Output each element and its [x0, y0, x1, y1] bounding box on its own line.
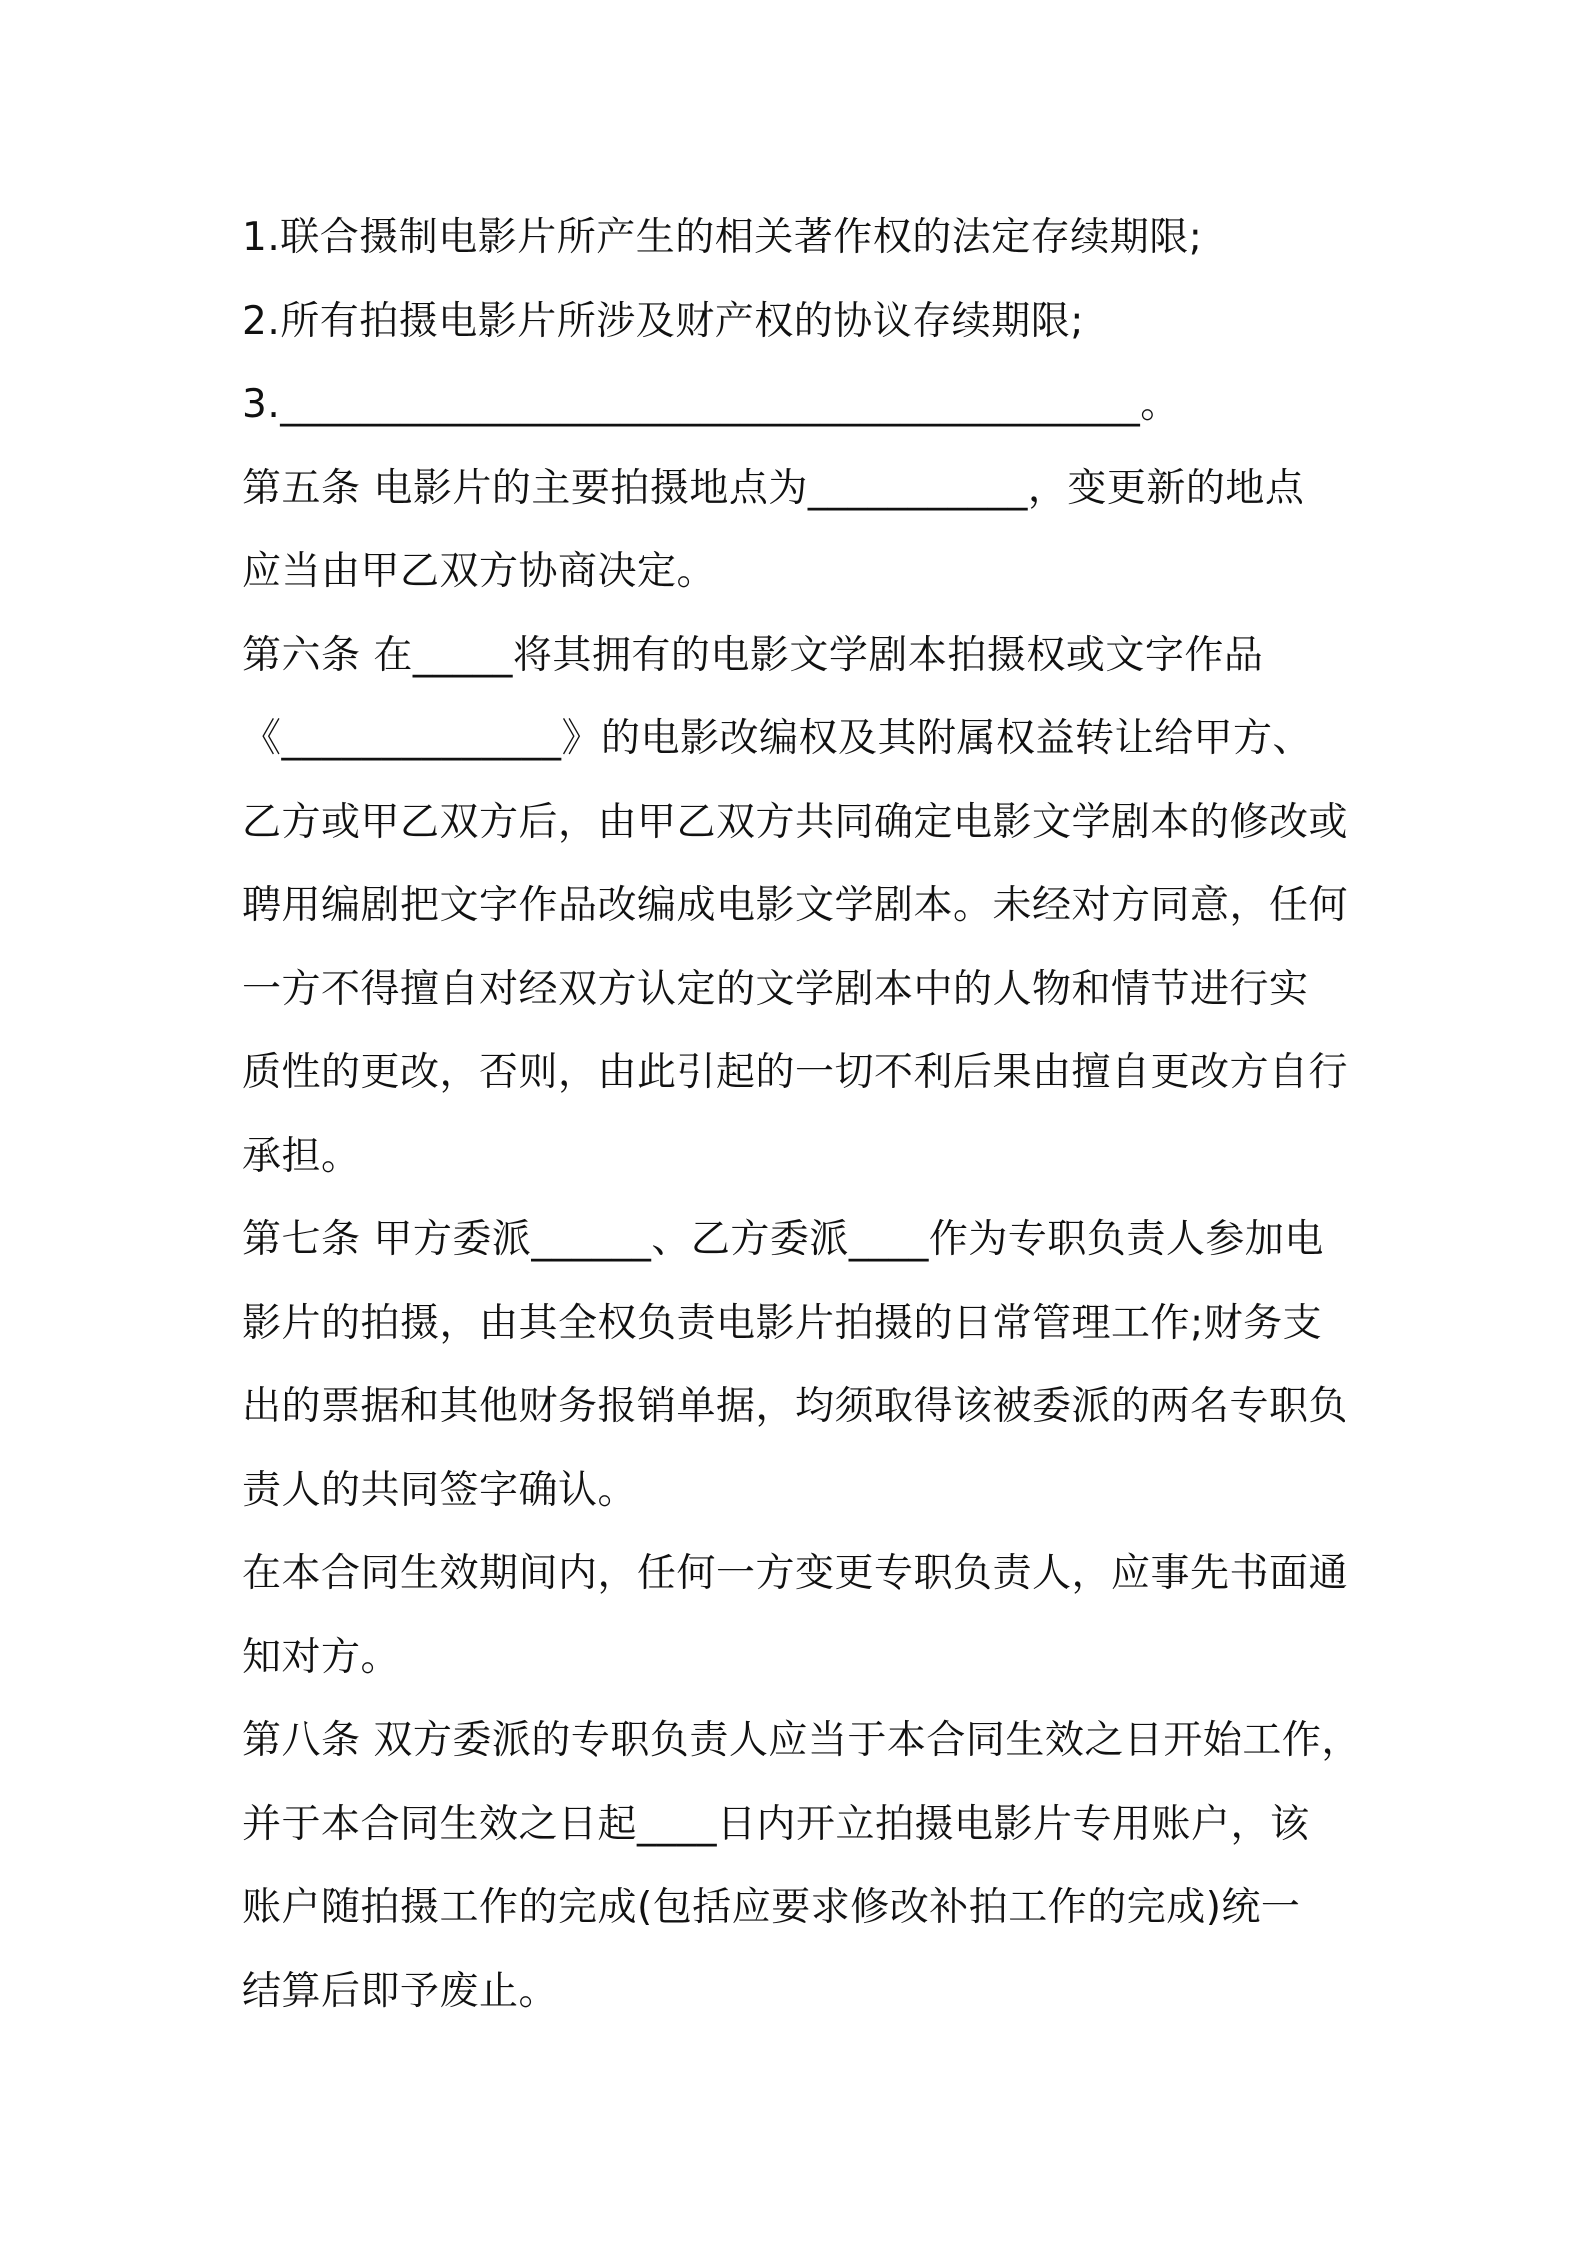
clause-7-line-2: 影片的拍摄，由其全权负责电影片拍摄的日常管理工作;财务支 — [242, 1300, 1323, 1346]
clause-5-line-1: 第五条 电影片的主要拍摄地点为___________，变更新的地点 — [242, 465, 1305, 511]
clause-5-line-2: 应当由甲乙双方协商决定。 — [242, 549, 717, 594]
clause-6-line-7: 承担。 — [242, 1133, 361, 1179]
clause-7-line-3: 出的票据和其他财务报销单据，均须取得该被委派的两名专职负 — [242, 1384, 1349, 1429]
clause-7-paragraph-2-line-2: 知对方。 — [242, 1634, 401, 1680]
clause-6-line-5: 一方不得擅自对经双方认定的文学剧本中的人物和情节进行实 — [242, 966, 1309, 1012]
clause-7-line-1: 第七条 甲方委派______、乙方委派____作为专职负责人参加电 — [242, 1217, 1324, 1262]
clause-6-line-6: 质性的更改，否则，由此引起的一切不利后果由擅自更改方自行 — [242, 1050, 1349, 1095]
clause-7-line-4: 责人的共同签字确认。 — [242, 1467, 638, 1513]
clause-6-line-3: 乙方或甲乙双方后，由甲乙双方共同确定电影文学剧本的修改或 — [242, 799, 1349, 845]
clause-8-line-4: 结算后即予废止。 — [242, 1968, 559, 2014]
clause-8-line-3: 账户随拍摄工作的完成(包括应要求修改补拍工作的完成)统一 — [242, 1885, 1301, 1930]
clause-8-line-2: 并于本合同生效之日起____日内开立拍摄电影片专用账户，该 — [242, 1801, 1310, 1847]
clause-8-line-1: 第八条 双方委派的专职负责人应当于本合同生效之日开始工作， — [242, 1718, 1361, 1763]
clause-4-item-1: 1.联合摄制电影片所产生的相关著作权的法定存续期限; — [242, 215, 1203, 260]
clause-4-item-3: 3.___________________________________________。 — [242, 382, 1180, 427]
clause-6-line-1: 第六条 在_____将其拥有的电影文学剧本拍摄权或文字作品 — [242, 632, 1264, 678]
document-body — [242, 196, 1362, 2033]
clause-4-item-2: 2.所有拍摄电影片所涉及财产权的协议存续期限; — [242, 298, 1084, 344]
clause-6-line-2: 《______________》的电影改编权及其附属权益转让给甲方、 — [242, 716, 1313, 761]
clause-6-line-4: 聘用编剧把文字作品改编成电影文学剧本。未经对方同意，任何 — [242, 883, 1349, 928]
clause-7-paragraph-2-line-1: 在本合同生效期间内，任何一方变更专职负责人，应事先书面通 — [242, 1551, 1349, 1596]
